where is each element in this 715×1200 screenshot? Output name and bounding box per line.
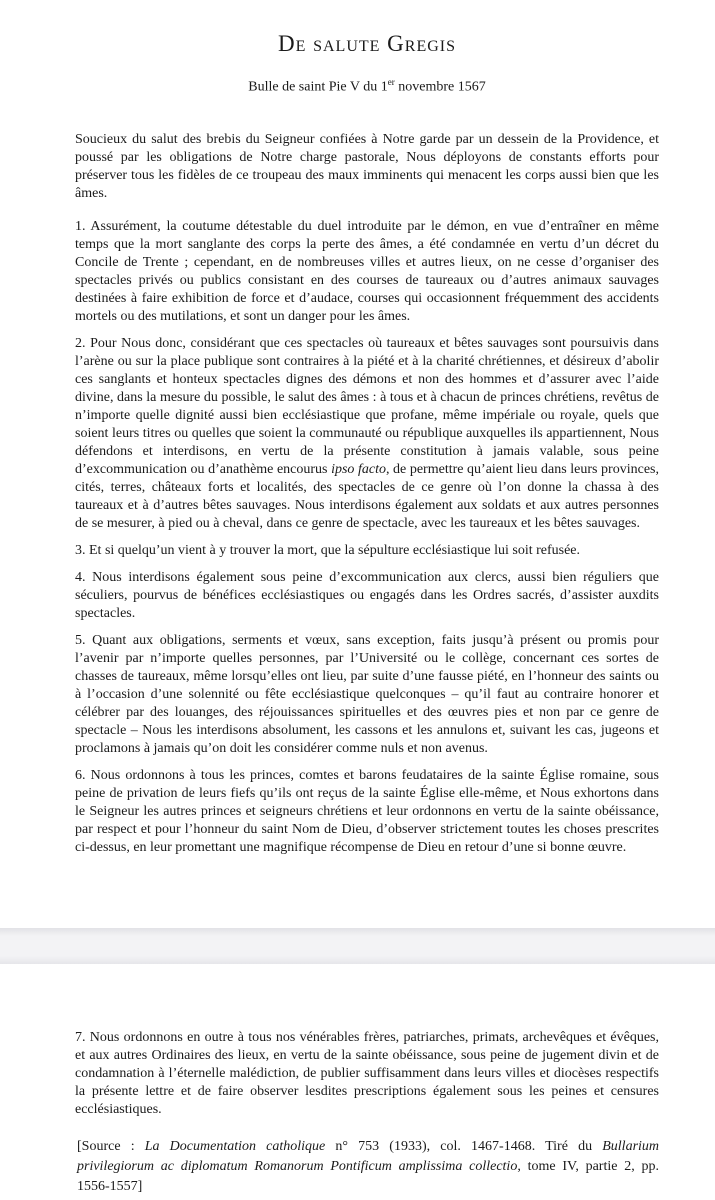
paragraph-2-italic: ipso facto [331, 461, 386, 477]
document-title: De salute Gregis [277, 31, 457, 56]
source-bullarium: Bullarium privilegiorum ac diplomatum Romanorum Pontificum amplissima collectio [77, 1139, 660, 1174]
page-separator [0, 928, 715, 964]
paragraph-intro: Soucieux du salut des brebis du Seigneur confiées à Notre garde par un dessein de la Providence, et poussé par les obligations de Notre charge pastorale, Nous déployons de constants efforts pour préserver tous les fidèles de ce troupeau des maux imminents qui menacent les corps aussi bien que les âmes. [75, 131, 659, 201]
paragraph-2-text-a: 2. Pour Nous donc, considérant que ces spectacles où taureaux et bêtes sauvages sont poursuivis dans l’arène ou sur la place publique sont contraires à la piété et à la charité chrétiennes, et désireux d’abolir ces sanglants et honteux spectacles dignes des démons et non des hommes et d’assurer avec l’aide divine, dans la mesure du possible, le salut des âmes : à tous et à chacun de princes chrétiens, revêtus de n’importe quelle dignité aussi bien ecclésiastique que profane, même impériale ou royale, quels que soient leurs titres ou quelles que soient la communauté ou république auxquelles ils appartiennent, Nous défendons et interdisons, en vertu de la présente constitution à jamais valable, sous peine d’excommunication ou d’anathème encourus [75, 335, 659, 477]
source-open: [Source : [77, 1139, 145, 1154]
source-end: , tome IV, partie 2, pp. 1556-1557] [77, 1159, 659, 1194]
subtitle-text: Bulle de saint Pie V du 1 [248, 79, 388, 95]
source-publication: La Documentation catholique [144, 1139, 326, 1154]
paragraph-2 [75, 335, 659, 533]
paragraph-5: 5. Quant aux obligations, serments et vœux, sans exception, faits jusqu’à présent ou promis pour l’avenir par n’importe quelles personnes, par l’Université ou le collège, concernant ces sortes de chasses de taureaux, même lorsqu’elles ont lieu, par suite d’une fausse piété, en l’honneur des saints ou à l’occasion d’une solennité ou fête ecclésiastique quelconques – qu’il faut au contraire honorer et célébrer par des louanges, des réjouissances spirituelles et des œuvres pies et non par ce genre de spectacle – Nous les interdisons absolument, les cassons et les annulons et, suivant les cas, jugeons et proclamons à jamais qu’on doit les considérer comme nuls et non avenus. [75, 632, 659, 756]
subtitle-date: novembre 1567 [394, 79, 486, 95]
paragraph-1: 1. Assurément, la coutume détestable du duel introduite par le démon, en vue d’entraîner en même temps que la mort sanglante des corps la perte des âmes, a été condamnée en vertu d’un décret du Concile de Trente ; cependant, en de nombreuses villes et autres lieux, on ne cesse d’organiser des spectacles privés ou publics consistant en des courses de taureaux ou d’autres animaux sauvages destinées à faire exhibition de force et d’audace, courses qui occasionnent fréquemment des accidents mortels ou des mutilations, et sont un danger pour les âmes. [75, 218, 659, 324]
paragraph-3: 3. Et si quelqu’un vient à y trouver la mort, que la sépulture ecclésiastique lui soit refusée. [75, 542, 581, 558]
document-subtitle [75, 73, 659, 97]
paragraph-2-text-b: , de permettre qu’aient lieu dans leurs provinces, cités, terres, châteaux forts et localités, des spectacles de ce genre où l’on donne la chassa à des taureaux et à d’autres bêtes sauvages. Nous interdisons également aux soldats et aux autres personnes de se mesurer, à pied ou à cheval, dans ce genre de spectacle, avec les taureaux et les bêtes sauvages. [75, 461, 659, 531]
source-citation [75, 1137, 659, 1197]
paragraph-6: 6. Nous ordonnons à tous les princes, comtes et barons feudataires de la sainte Église romaine, sous peine de privation de leurs fiefs qu’ils ont reçus de la sainte Église elle-même, et Nous exhortons dans le Seigneur les autres princes et seigneurs chrétiens et leur ordonnons en vertu de la sainte obéissance, par respect et pour l’honneur du saint Nom de Dieu, d’observer strictement toutes les choses prescrites ci-dessus, en leur promettant une magnifique récompense de Dieu en retour d’une si bonne œuvre. [75, 767, 659, 855]
paragraph-4: 4. Nous interdisons également sous peine d’excommunication aux clercs, aussi bien réguliers que séculiers, pourvus de bénéfices ecclésiastiques ou engagés dans les Ordres sacrés, d’assister auxdits spectacles. [75, 569, 659, 621]
paragraph-7: 7. Nous ordonnons en outre à tous nos vénérables frères, patriarches, primats, archevêques et évêques, et aux autres Ordinaires des lieux, en vertu de la sainte obéissance, sous peine de jugement divin et de condamnation à l’éternelle malédiction, de publier suffisamment dans leurs villes et diocèses respectifs la présente lettre et de faire observer lesdites prescriptions également sous les peines et censures ecclésiastiques. [75, 1030, 659, 1117]
document-page-2 [0, 964, 715, 1200]
source-mid: n° 753 (1933), col. 1467-1468. Tiré du [325, 1139, 603, 1154]
subtitle-superscript: er [387, 77, 395, 87]
